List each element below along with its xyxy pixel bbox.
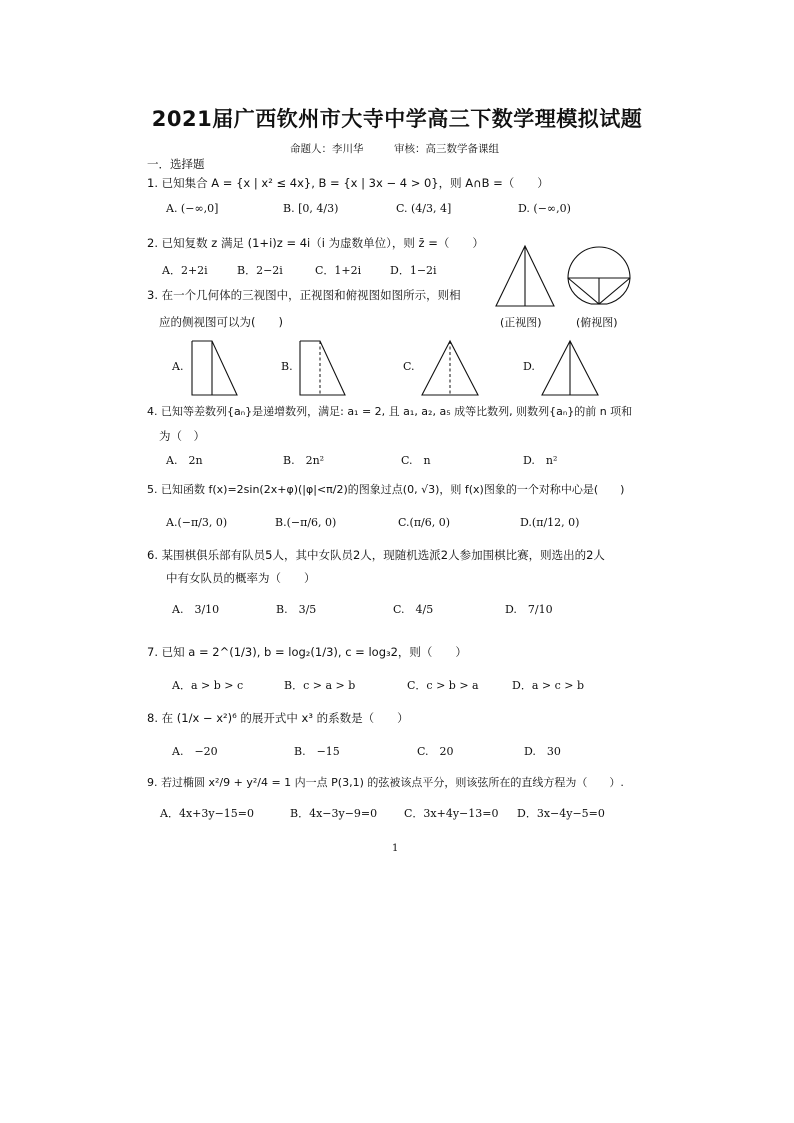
q4-option-a: A. 2n: [166, 454, 203, 467]
q3-option-a: A.: [172, 360, 184, 373]
q3-option-b: B.: [281, 360, 293, 373]
q7-option-b: B．c > a > b: [284, 679, 356, 692]
q9-option-c: C．3x+4y−13=0: [404, 807, 499, 820]
q3-option-d: D.: [523, 360, 535, 373]
q6-option-d: D. 7/10: [505, 603, 553, 616]
question-8-stem: 8. 在 (1/x − x²)⁶ 的展开式中 x³ 的系数是（ ）: [147, 711, 409, 725]
question-3-stem: 3. 在一个几何体的三视图中，正视图和俯视图如图所示，则相: [147, 288, 461, 302]
q2-option-a: A．2+2i: [162, 264, 208, 277]
question-6-stem: 6. 某围棋俱乐部有队员5人，其中女队员2人，现随机选派2人参加围棋比赛，则选出的2人: [147, 548, 605, 562]
q6-option-a: A. 3/10: [172, 603, 220, 616]
q5-option-a: A.(−π/3, 0): [166, 516, 228, 529]
q9-option-d: D．3x−4y−5=0: [517, 807, 605, 820]
q3-option-c: C.: [403, 360, 415, 373]
author-line: 命题人：李川华: [290, 143, 364, 155]
q2-option-d: D．1−2i: [390, 264, 437, 277]
q1-option-a: A. (−∞,0]: [166, 202, 219, 215]
q5-option-d: D.(π/12, 0): [520, 516, 580, 529]
q5-option-b: B.(−π/6, 0): [275, 516, 337, 529]
question-6-stem-cont: 中有女队员的概率为（ ）: [166, 571, 316, 585]
q4-option-d: D. n²: [523, 454, 558, 467]
reviewer-line: 审核：高三数学备课组: [394, 143, 499, 155]
question-5-stem: 5. 已知函数 f(x)=2sin(2x+φ)(|φ|<π/2)的图象过点(0, √3)，则 f(x)图象的一个对称中心是( ): [147, 483, 625, 496]
front-view-figure: [494, 244, 556, 308]
question-7-stem: 7. 已知 a = 2^(1/3), b = log₂(1/3), c = log₃2，则（ ）: [147, 645, 467, 659]
q1-option-d: D. (−∞,0): [518, 202, 571, 215]
q3-option-c-figure: [420, 339, 480, 397]
question-4-stem-cont: 为（ ）: [159, 429, 205, 443]
q8-option-a: A. −20: [172, 745, 218, 758]
question-3-stem-cont: 应的侧视图可以为( ): [159, 315, 283, 329]
q3-option-d-figure: [540, 339, 600, 397]
q1-option-b: B. [0, 4/3): [283, 202, 339, 215]
q3-option-b-figure: [298, 339, 348, 397]
q1-option-c: C. (4/3, 4]: [396, 202, 452, 215]
q2-option-b: B．2−2i: [237, 264, 283, 277]
q7-option-d: D．a > c > b: [512, 679, 584, 692]
q4-option-c: C. n: [401, 454, 431, 467]
q6-option-c: C. 4/5: [393, 603, 434, 616]
q9-option-b: B．4x−3y−9=0: [290, 807, 378, 820]
question-4-stem: 4. 已知等差数列{aₙ}是递增数列，满足: a₁ = 2, 且 a₁, a₂, a₅ 成等比数列, 则数列{aₙ}的前 n 项和: [147, 405, 633, 418]
q8-option-b: B. −15: [294, 745, 340, 758]
question-9-stem: 9. 若过椭圆 x²/9 + y²/4 = 1 内一点 P(3,1) 的弦被该点平分，则该弦所在的直线方程为（ ）.: [147, 776, 624, 789]
q4-option-b: B. 2n²: [283, 454, 325, 467]
top-view-caption: (俯视图): [576, 316, 618, 329]
q6-option-b: B. 3/5: [276, 603, 317, 616]
section-heading: 一．选择题: [147, 157, 205, 171]
q8-option-d: D. 30: [524, 745, 561, 758]
question-2-stem: 2. 已知复数 z 满足 (1+i)z = 4i（i 为虚数单位），则 z̄ =（ ）: [147, 236, 484, 250]
page-number: 1: [392, 843, 399, 854]
q3-option-a-figure: [190, 339, 240, 397]
q5-option-c: C.(π/6, 0): [398, 516, 451, 529]
q8-option-c: C. 20: [417, 745, 454, 758]
question-1-stem: 1. 已知集合 A = {x | x² ≤ 4x}, B = {x | 3x − 4 > 0}，则 A∩B =（ ）: [147, 176, 549, 190]
q7-option-a: A．a > b > c: [172, 679, 244, 692]
q2-option-c: C．1+2i: [315, 264, 362, 277]
q9-option-a: A．4x+3y−15=0: [160, 807, 255, 820]
page-title: 2021届广西钦州市大寺中学高三下数学理模拟试题: [151, 107, 643, 131]
q7-option-c: C．c > b > a: [407, 679, 479, 692]
top-view-figure: [566, 246, 632, 308]
front-view-caption: (正视图): [500, 316, 542, 329]
